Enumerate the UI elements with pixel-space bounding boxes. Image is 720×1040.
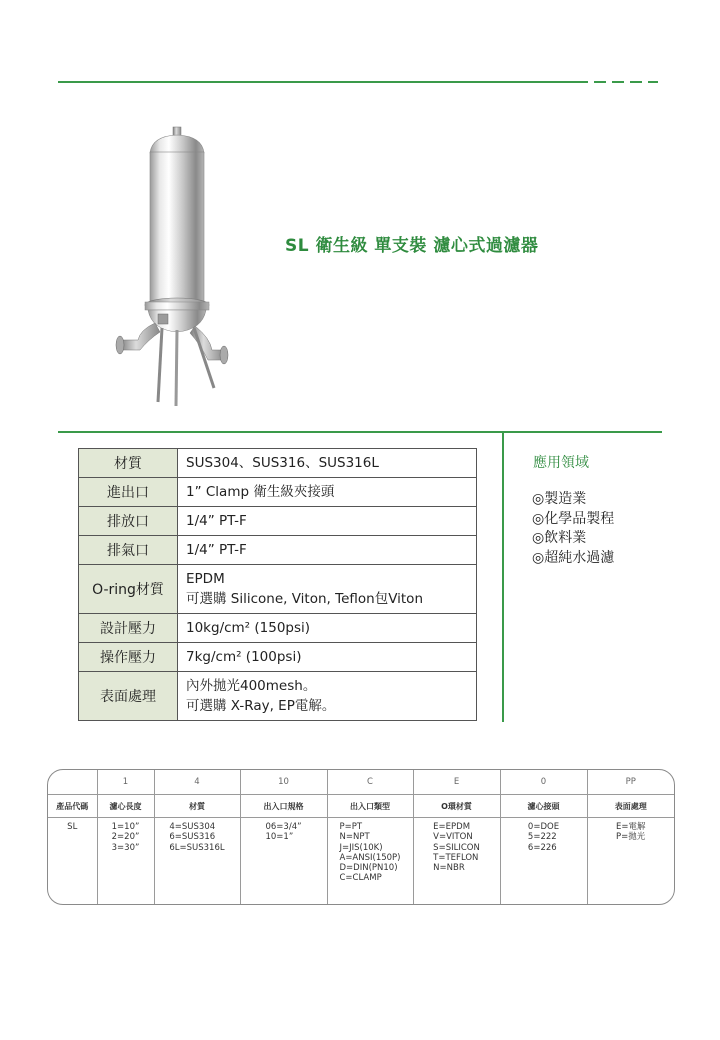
order-header: 出入口類型 — [327, 795, 413, 818]
spec-value: 1/4” PT-F — [178, 536, 477, 565]
order-header: 表面處理 — [587, 795, 674, 818]
spec-label: 操作壓力 — [79, 643, 178, 672]
top-divider-dash — [594, 81, 606, 83]
spec-label: 排放口 — [79, 507, 178, 536]
top-divider-dash — [648, 81, 658, 83]
order-header: 材質 — [154, 795, 240, 818]
spec-row — [79, 565, 477, 614]
order-code: 10 — [240, 770, 327, 795]
column-divider — [502, 432, 504, 722]
spec-label: 排氣口 — [79, 536, 178, 565]
order-code-table — [47, 769, 675, 905]
order-header-row — [48, 795, 674, 818]
product-title: SL 衛生級 單支裝 濾心式過濾器 — [285, 236, 539, 256]
spec-row — [79, 507, 477, 536]
spec-row — [79, 643, 477, 672]
order-options: 0=DOE 5=222 6=226 — [500, 818, 587, 905]
spec-value: 10kg/cm² (150psi) — [178, 614, 477, 643]
order-code: PP — [587, 770, 674, 795]
application-item: ◎飲料業 — [532, 530, 587, 546]
spec-label: 設計壓力 — [79, 614, 178, 643]
order-code: 4 — [154, 770, 240, 795]
application-item: ◎化學品製程 — [532, 510, 615, 527]
application-title: 應用領域 — [533, 455, 589, 471]
spec-row — [79, 536, 477, 565]
order-options: E=電解 P=拋光 — [587, 818, 674, 905]
spec-row — [79, 614, 477, 643]
spec-value: 1/4” PT-F — [178, 507, 477, 536]
application-item: ◎製造業 — [532, 491, 587, 507]
application-list — [532, 490, 614, 568]
spec-label: 表面處理 — [79, 672, 178, 721]
order-code-row — [48, 770, 674, 795]
order-code: 1 — [97, 770, 154, 795]
order-options-row — [48, 818, 674, 905]
spec-row — [79, 449, 477, 478]
top-divider — [58, 81, 588, 83]
order-options: 06=3/4” 10=1” — [240, 818, 327, 905]
order-header: 出入口規格 — [240, 795, 327, 818]
top-divider-dash — [612, 81, 624, 83]
order-options: SL — [67, 822, 78, 832]
order-options: 4=SUS304 6=SUS316 6L=SUS316L — [154, 818, 240, 905]
order-code: E — [413, 770, 500, 795]
spec-value: 1” Clamp 衛生級夾接頭 — [178, 478, 477, 507]
section-divider — [58, 431, 662, 433]
order-code: 0 — [500, 770, 587, 795]
spec-label: 材質 — [79, 449, 178, 478]
spec-value: 內外拋光400mesh。 可選購 X-Ray, EP電解。 — [178, 672, 477, 721]
order-header: O環材質 — [413, 795, 500, 818]
spec-row — [79, 672, 477, 721]
order-header: 濾心接頭 — [500, 795, 587, 818]
spec-label: O-ring材質 — [79, 565, 178, 614]
spec-value: 7kg/cm² (100psi) — [178, 643, 477, 672]
spec-row — [79, 478, 477, 507]
order-options: P=PT N=NPT J=JIS(10K) A=ANSI(150P) D=DIN(PN10) C=CLAMP — [327, 818, 413, 905]
application-item: ◎超純水過濾 — [532, 549, 615, 566]
spec-value: EPDM 可選購 Silicone, Viton, Teflon包Viton — [178, 565, 477, 614]
order-code: C — [327, 770, 413, 795]
spec-table — [78, 448, 477, 721]
order-code-grid — [48, 770, 674, 904]
order-options: 1=10” 2=20” 3=30” — [97, 818, 154, 905]
spec-value: SUS304、SUS316、SUS316L — [178, 449, 477, 478]
order-code — [48, 770, 97, 795]
order-header: 產品代碼 — [48, 795, 97, 818]
spec-label: 進出口 — [79, 478, 178, 507]
order-options: E=EPDM V=VITON S=SILICON T=TEFLON N=NBR — [413, 818, 500, 905]
filter-housing-image — [100, 118, 250, 408]
top-divider-dash — [630, 81, 642, 83]
order-header: 濾心長度 — [97, 795, 154, 818]
